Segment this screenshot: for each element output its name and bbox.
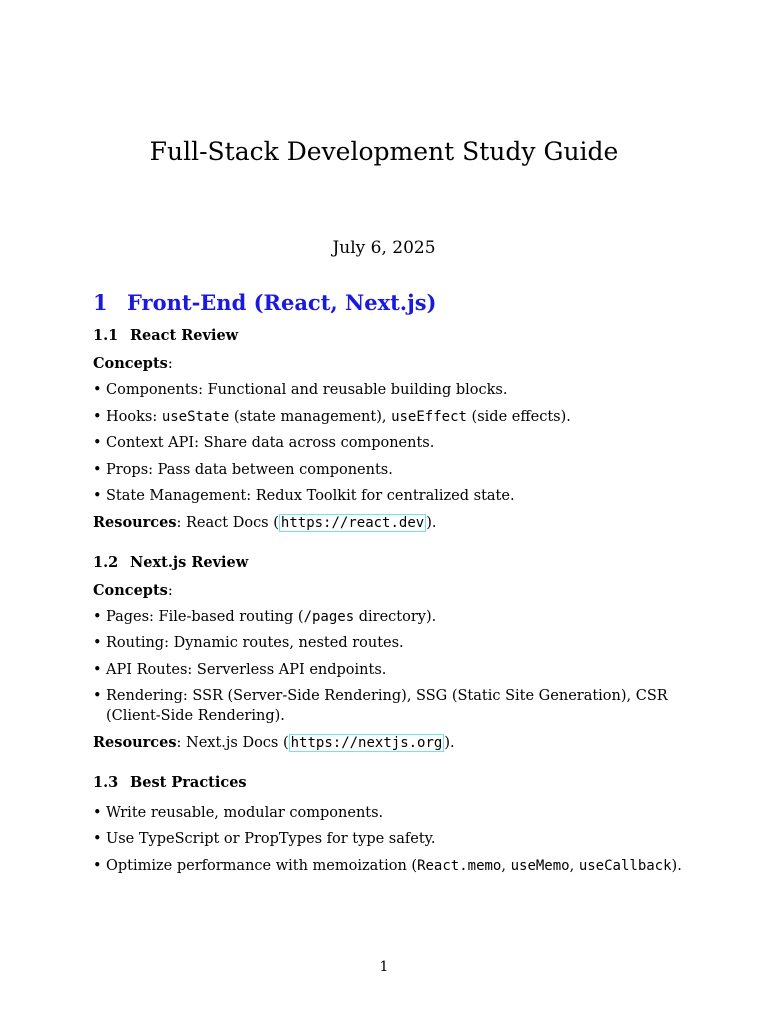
concepts-label-paragraph: Concepts: [93,355,173,372]
react-concepts-list [93,380,703,506]
bullet-icon: • [93,461,102,478]
inline-code: useCallback [578,857,672,874]
concepts-label: Concepts [93,355,168,372]
document-title: Full-Stack Development Study Guide [149,137,619,166]
list-item-text: Routing: Dynamic routes, nested routes. [106,635,404,651]
document-date: July 6, 2025 [332,238,436,258]
list-item [93,433,703,453]
react-docs-link[interactable]: https://react.dev [280,514,425,531]
inline-code: useEffect [391,408,467,425]
list-item [93,380,703,400]
resources-label: Resources [93,733,177,751]
list-item-text: State Management: Redux Toolkit for centralized state. [106,488,515,504]
list-item [93,856,703,876]
concepts-label-paragraph: Concepts: [93,581,173,599]
inline-code: React.memo [417,857,502,874]
subsection-title: Best Practices [130,773,247,791]
subsection-number: 1.1 [93,327,119,344]
concepts-label: Concepts [93,581,168,599]
bullet-icon: • [93,382,102,398]
list-item-text: Use TypeScript or PropTypes for type safety. [106,831,436,847]
bullet-icon: • [93,804,102,821]
list-item [93,607,703,627]
inline-code: useState [161,408,230,425]
bullet-icon: • [93,635,102,651]
list-item-text: Hooks: [106,408,162,425]
bullet-icon: • [93,608,102,625]
subsection-number: 1.2 [93,553,119,571]
nextjs-docs-link[interactable]: https://nextjs.org [290,734,443,751]
list-item [93,829,703,849]
list-item [93,803,703,823]
resources-text: ). [444,734,455,751]
list-item-text: Optimize performance with memoization ( [106,857,418,874]
list-item-text: , [501,857,511,874]
subsection-heading-nextjs [93,553,703,573]
resources-text: : Next.js Docs ( [176,734,289,751]
bullet-icon: • [93,831,102,847]
list-item [93,633,703,653]
list-item-text: Props: Pass data between components. [106,461,393,478]
subsection-title: React Review [130,327,239,344]
list-item-text: Pages: File-based routing ( [106,608,304,625]
subsection-heading-best-practices [93,773,703,793]
section-title: Front-End (React, Next.js) [127,290,437,315]
resources-text: : React Docs ( [176,514,279,531]
section-heading-front-end [93,288,703,318]
subsection-number: 1.3 [93,773,119,791]
resources-text: ). [426,514,437,531]
list-item-text: (side effects). [466,408,571,425]
resources-paragraph [93,513,703,533]
list-item-text: Write reusable, modular components. [106,804,384,821]
list-item [93,660,703,680]
bullet-icon: • [93,488,102,504]
bullet-icon: • [93,661,102,678]
list-item [93,460,703,480]
document-body [93,288,703,882]
list-item-text: API Routes: Serverless API endpoints. [106,661,387,678]
list-item-text: Components: Functional and reusable building blocks. [106,382,508,398]
list-item-text: (state management), [229,408,392,425]
list-item [93,407,703,427]
page-number: 1 [379,959,389,975]
list-item-text: Rendering: SSR (Server-Side Rendering), SSG (Static Site Generation), CSR (Client-Side Rendering). [106,688,668,724]
bullet-icon: • [93,435,102,451]
bullet-icon: • [93,688,102,704]
list-item [93,486,703,506]
bullet-icon: • [93,857,102,874]
list-item-text: ). [671,857,682,874]
list-item [93,686,703,726]
list-item-text: Context API: Share data across components. [106,435,435,451]
list-item-text: directory). [354,608,437,625]
bullet-icon: • [93,408,102,425]
inline-code: /pages [303,608,355,625]
resources-label: Resources [93,513,177,531]
section-number: 1 [93,290,108,315]
inline-code: useMemo [510,857,570,874]
subsection-heading-react [93,326,703,346]
list-item-text: , [569,857,579,874]
best-practices-list [93,803,703,876]
resources-paragraph [93,733,703,753]
nextjs-concepts-list [93,607,703,727]
subsection-title: Next.js Review [130,553,249,571]
